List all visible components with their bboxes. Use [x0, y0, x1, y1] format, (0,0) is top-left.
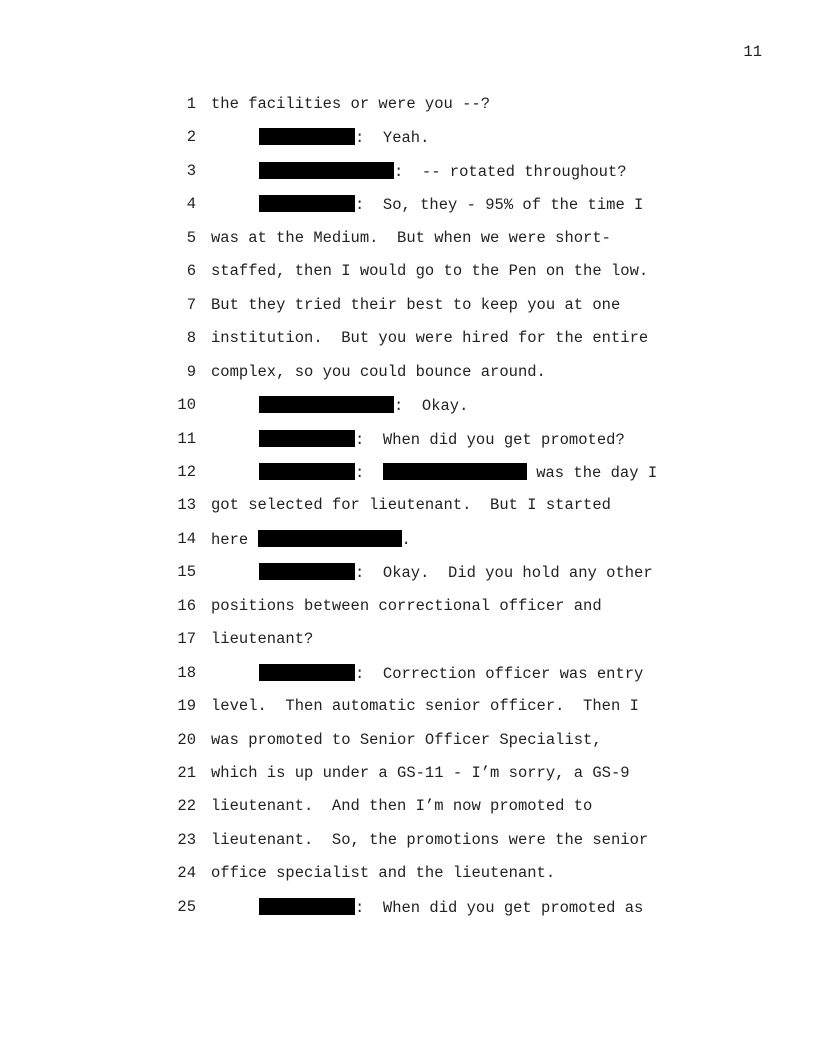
redaction-bar — [259, 563, 355, 580]
redaction-bar — [259, 898, 355, 915]
line-text-segment: got selected for lieutenant. But I started — [211, 496, 611, 515]
line-text — [211, 597, 602, 615]
line-text-segment: the facilities or were you --? — [211, 95, 491, 113]
line-text — [259, 195, 643, 214]
line-text-segment: positions between correctional officer and — [211, 596, 602, 615]
line-text-segment: level. Then automatic senior officer. Then I — [211, 697, 639, 716]
transcript-line — [0, 764, 816, 782]
transcript-line — [0, 898, 816, 916]
line-number: 22 — [177, 797, 196, 816]
line-text — [211, 731, 602, 749]
transcript-line — [0, 396, 816, 414]
transcript-line — [0, 128, 816, 146]
transcript-line — [0, 797, 816, 815]
line-number: 25 — [177, 897, 196, 916]
line-number: 4 — [186, 195, 196, 214]
line-text — [211, 797, 592, 815]
line-text-segment: staffed, then I would go to the Pen on the low. — [211, 262, 649, 281]
line-number: 5 — [186, 228, 196, 247]
transcript-line — [0, 95, 816, 113]
line-text — [259, 128, 429, 147]
line-number: 9 — [186, 362, 196, 381]
line-text-segment: which is up under a GS-11 - I’m sorry, a GS-9 — [211, 764, 630, 782]
transcript-line — [0, 831, 816, 849]
transcript-line — [0, 296, 816, 314]
line-text — [211, 262, 648, 280]
redaction-bar — [259, 195, 355, 212]
transcript-line — [0, 463, 816, 481]
line-number: 19 — [177, 697, 196, 716]
redaction-bar — [259, 664, 355, 681]
transcript-line — [0, 664, 816, 682]
transcript-line — [0, 162, 816, 180]
line-text-segment: But they tried their best to keep you at one — [211, 295, 621, 314]
line-number: 11 — [177, 429, 196, 448]
line-text — [211, 530, 411, 549]
line-number: 8 — [186, 329, 196, 348]
line-text — [259, 898, 643, 917]
line-text-segment: : — [355, 463, 383, 482]
transcript-line — [0, 697, 816, 715]
transcript-line — [0, 530, 816, 548]
line-text — [211, 864, 555, 882]
line-text — [211, 329, 648, 347]
transcript-line — [0, 563, 816, 581]
line-text — [211, 630, 313, 648]
line-number: 13 — [177, 496, 196, 515]
line-text-segment: . — [401, 530, 411, 549]
line-text-segment: : When did you get promoted as — [355, 898, 644, 917]
line-number: 15 — [177, 563, 196, 582]
transcript-line — [0, 496, 816, 514]
line-text-segment: was at the Medium. But when we were short- — [211, 228, 611, 247]
line-text-segment: : Okay. Did you hold any other — [355, 564, 653, 583]
line-text-segment: lieutenant. So, the promotions were the senior — [211, 830, 649, 849]
line-text-segment: lieutenant. And then I’m now promoted to — [211, 797, 593, 816]
line-text — [259, 396, 468, 415]
line-number: 17 — [177, 630, 196, 649]
line-text — [259, 162, 627, 181]
transcript-line — [0, 630, 816, 648]
line-text — [211, 764, 630, 782]
line-text-segment: here — [211, 530, 258, 549]
line-number: 23 — [177, 830, 196, 849]
line-number: 6 — [186, 262, 196, 281]
line-number: 18 — [177, 663, 196, 682]
transcript-line — [0, 597, 816, 615]
transcript-line — [0, 864, 816, 882]
transcript-line — [0, 229, 816, 247]
line-text-segment: office specialist and the lieutenant. — [211, 864, 556, 883]
line-text — [211, 95, 490, 113]
line-number: 2 — [186, 128, 196, 147]
redaction-bar — [383, 463, 527, 480]
line-number: 14 — [177, 529, 196, 548]
line-number: 16 — [177, 596, 196, 615]
line-text-segment: was the day I — [526, 463, 658, 482]
line-text-segment: : Yeah. — [355, 129, 430, 148]
line-number: 20 — [177, 730, 196, 749]
transcript-line — [0, 262, 816, 280]
line-text-segment: complex, so you could bounce around. — [211, 362, 546, 381]
transcript-line — [0, 731, 816, 749]
line-text-segment: : Okay. — [394, 397, 469, 416]
page-number: 11 — [743, 43, 762, 61]
redaction-bar — [259, 128, 355, 145]
redaction-bar — [258, 530, 402, 547]
transcript-line — [0, 363, 816, 381]
line-number: 21 — [177, 764, 196, 782]
line-text-segment: lieutenant? — [211, 630, 314, 649]
line-number: 12 — [177, 462, 196, 481]
line-text — [259, 463, 657, 482]
line-text — [211, 697, 639, 715]
transcript-line — [0, 430, 816, 448]
line-text — [211, 229, 611, 247]
line-text — [259, 664, 643, 683]
line-number: 10 — [177, 396, 196, 415]
line-text-segment: : Correction officer was entry — [355, 664, 644, 683]
line-text-segment: : So, they - 95% of the time I — [355, 196, 644, 215]
transcript-line — [0, 195, 816, 213]
transcript-line — [0, 329, 816, 347]
line-text — [211, 496, 611, 514]
line-number: 1 — [186, 95, 196, 113]
line-number: 3 — [186, 161, 196, 180]
line-number: 24 — [177, 864, 196, 883]
line-text — [259, 563, 653, 582]
line-text-segment: : -- rotated throughout? — [394, 162, 627, 181]
line-number: 7 — [186, 295, 196, 314]
line-text-segment: was promoted to Senior Officer Specialist, — [211, 730, 602, 749]
redaction-bar — [259, 162, 394, 179]
line-text — [211, 363, 546, 381]
redaction-bar — [259, 396, 394, 413]
line-text — [259, 430, 625, 449]
redaction-bar — [259, 430, 355, 447]
line-text-segment: institution. But you were hired for the entire — [211, 329, 649, 348]
line-text — [211, 296, 620, 314]
line-text-segment: : When did you get promoted? — [355, 430, 625, 449]
redaction-bar — [259, 463, 355, 480]
line-text — [211, 831, 648, 849]
